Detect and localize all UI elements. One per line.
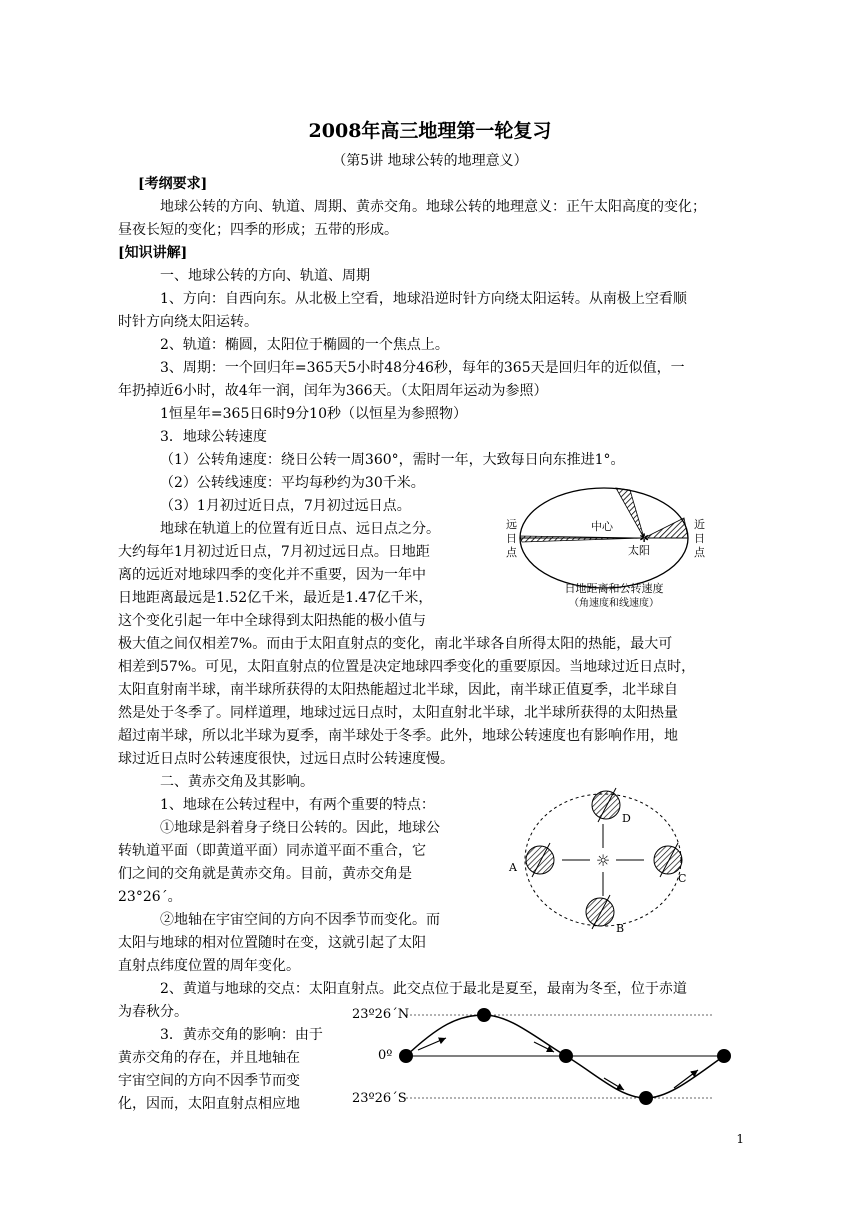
text-line: （3）1月初过近日点，7月初过远日点。 xyxy=(160,498,411,514)
text-line: 太阳与地球的相对位置随时在变，这就引起了太阳 xyxy=(118,935,426,951)
south-tropic-label: 23º26´S xyxy=(352,1091,407,1106)
arrow xyxy=(674,1070,698,1088)
point-equinox xyxy=(399,1049,413,1063)
text-line: 地球在轨道上的位置有近日点、远日点之分。 xyxy=(160,521,440,537)
text-line: 年扔掉近6小时，故4年一润，闰年为366天。（太阳周年运动为参照） xyxy=(118,383,548,399)
near-sector xyxy=(644,518,688,538)
text-line: 们之间的交角就是黄赤交角。目前，黄赤交角是 xyxy=(118,866,412,882)
near-label-char: 近 xyxy=(694,518,705,531)
text-line: （2）公转线速度：平均每秒约为30千米。 xyxy=(160,475,425,491)
text-line: 为春秋分。 xyxy=(118,1004,188,1020)
text-line: 黄赤交角的存在，并且地轴在 xyxy=(118,1050,300,1066)
exam-requirement-heading: [考纲要求] xyxy=(138,176,208,192)
text-line: 然是处于冬季了。同样道理，地球过远日点时，太阳直射北半球，北半球所获得的太阳热量 xyxy=(118,705,678,721)
near-label-char: 日 xyxy=(694,532,705,545)
text-line: 化，因而，太阳直射点相应地 xyxy=(118,1096,300,1112)
text-line: （1）公转角速度：绕日公转一周360°，需时一年，大致每日向东推进1°。 xyxy=(160,452,625,468)
text-line: ②地轴在宇宙空间的方向不因季节而变化。而 xyxy=(160,912,440,928)
knowledge-heading: [知识讲解] xyxy=(118,245,188,261)
label-d: D xyxy=(622,812,631,825)
seasons-diagram xyxy=(500,780,700,940)
arrow xyxy=(418,1038,446,1050)
text-line: 3．地球公转速度 xyxy=(160,429,267,445)
north-tropic-label: 23º26´N xyxy=(352,1007,410,1022)
sun-icon: ☼ xyxy=(595,851,611,870)
far-label-char: 远 xyxy=(506,518,517,531)
earth-d xyxy=(592,788,620,822)
text-line: 1、地球在公转过程中，有两个重要的特点： xyxy=(160,797,435,813)
orbit-diagram xyxy=(498,478,730,614)
label-b: B xyxy=(616,922,625,935)
point-equinox xyxy=(559,1049,573,1063)
point-summer-solstice xyxy=(477,1008,491,1022)
near-point-label xyxy=(694,518,706,559)
sun-symbol: ✲ xyxy=(638,531,650,545)
text-line: 1恒星年=365日6时9分10秒（以恒星为参照物） xyxy=(160,406,467,422)
equator-label: 0º xyxy=(378,1048,393,1063)
text-line: 时针方向绕太阳运转。 xyxy=(118,314,258,330)
page-number: 1 xyxy=(736,1132,744,1146)
text-line: 地球公转的方向、轨道、周期、黄赤交角。地球公转的地理意义：正午太阳高度的变化； xyxy=(160,199,706,215)
sun-label: 太阳 xyxy=(628,544,650,557)
text-line: 这个变化引起一年中全球得到太阳热能的极小值与 xyxy=(118,613,426,629)
text-line: 直射点纬度位置的周年变化。 xyxy=(118,958,300,974)
text-line: 昼夜长短的变化；四季的形成；五带的形成。 xyxy=(118,222,398,238)
text-line: 超过南半球，所以北半球为夏季，南半球处于冬季。此外，地球公转速度也有影响作用，地 xyxy=(118,728,678,744)
label-a: A xyxy=(509,861,517,874)
subsolar-point-chart xyxy=(348,998,742,1110)
point-winter-solstice xyxy=(639,1091,653,1105)
far-sector xyxy=(520,536,644,542)
far-point-label xyxy=(506,518,518,559)
text-line: 太阳直射南半球，南半球所获得的太阳热能超过北半球，因此，南半球正值夏季，北半球自 xyxy=(118,682,678,698)
text-line: 球过近日点时公转速度很快，过远日点时公转速度慢。 xyxy=(118,751,454,767)
text-line: 大约每年1月初过近日点，7月初过远日点。日地距 xyxy=(118,544,430,560)
text-line: 2、黄道与地球的交点：太阳直射点。此交点位于最北是夏至，最南为冬至，位于赤道 xyxy=(160,981,687,997)
text-line: 3．黄赤交角的影响：由于 xyxy=(160,1027,323,1043)
far-label-char: 日 xyxy=(506,532,517,545)
center-label: 中心 xyxy=(591,520,613,533)
earth-a xyxy=(526,843,554,877)
text-line: 极大值之间仅相差7%。而由于太阳直射点的变化，南北半球各自所得太阳的热能，最大可 xyxy=(118,636,673,652)
document-subtitle: （第5讲 地球公转的地理意义） xyxy=(332,153,528,169)
point-equinox xyxy=(717,1049,731,1063)
section-heading: 二、黄赤交角及其影响。 xyxy=(160,774,314,790)
document-title: 2008年高三地理第一轮复习 xyxy=(308,120,552,142)
text-line: 2、轨道：椭圆，太阳位于椭圆的一个焦点上。 xyxy=(160,337,449,353)
text-line: 宇宙空间的方向不因季节而变 xyxy=(118,1073,300,1089)
text-line: 日地距离最远是1.52亿千米，最近是1.47亿千米， xyxy=(118,590,433,606)
section-heading: 一、地球公转的方向、轨道、周期 xyxy=(160,268,370,284)
earth-b xyxy=(586,895,614,929)
far-label-char: 点 xyxy=(506,546,517,559)
text-line: 23°26´。 xyxy=(118,889,182,905)
text-line: 转轨道平面（即黄道平面）同赤道平面不重合，它 xyxy=(118,843,426,859)
text-line: ①地球是斜着身子绕日公转的。因此，地球公 xyxy=(160,820,440,836)
text-line: 离的远近对地球四季的变化并不重要，因为一年中 xyxy=(118,567,426,583)
text-line: 相差到57%。可见，太阳直射点的位置是决定地球四季变化的重要原因。当地球过近日点时， xyxy=(118,659,696,675)
text-line: 3、周期：一个回归年=365天5小时48分46秒，每年的365天是回归年的近似值，一 xyxy=(160,360,685,376)
label-c: C xyxy=(678,872,687,885)
orbit-caption-2: （角速度和线速度） xyxy=(569,598,659,609)
near-label-char: 点 xyxy=(694,546,705,559)
orbit-caption-1: 日地距离和公转速度 xyxy=(564,582,664,595)
text-line: 1、方向：自西向东。从北极上空看，地球沿逆时针方向绕太阳运转。从南极上空看顺 xyxy=(160,291,687,307)
